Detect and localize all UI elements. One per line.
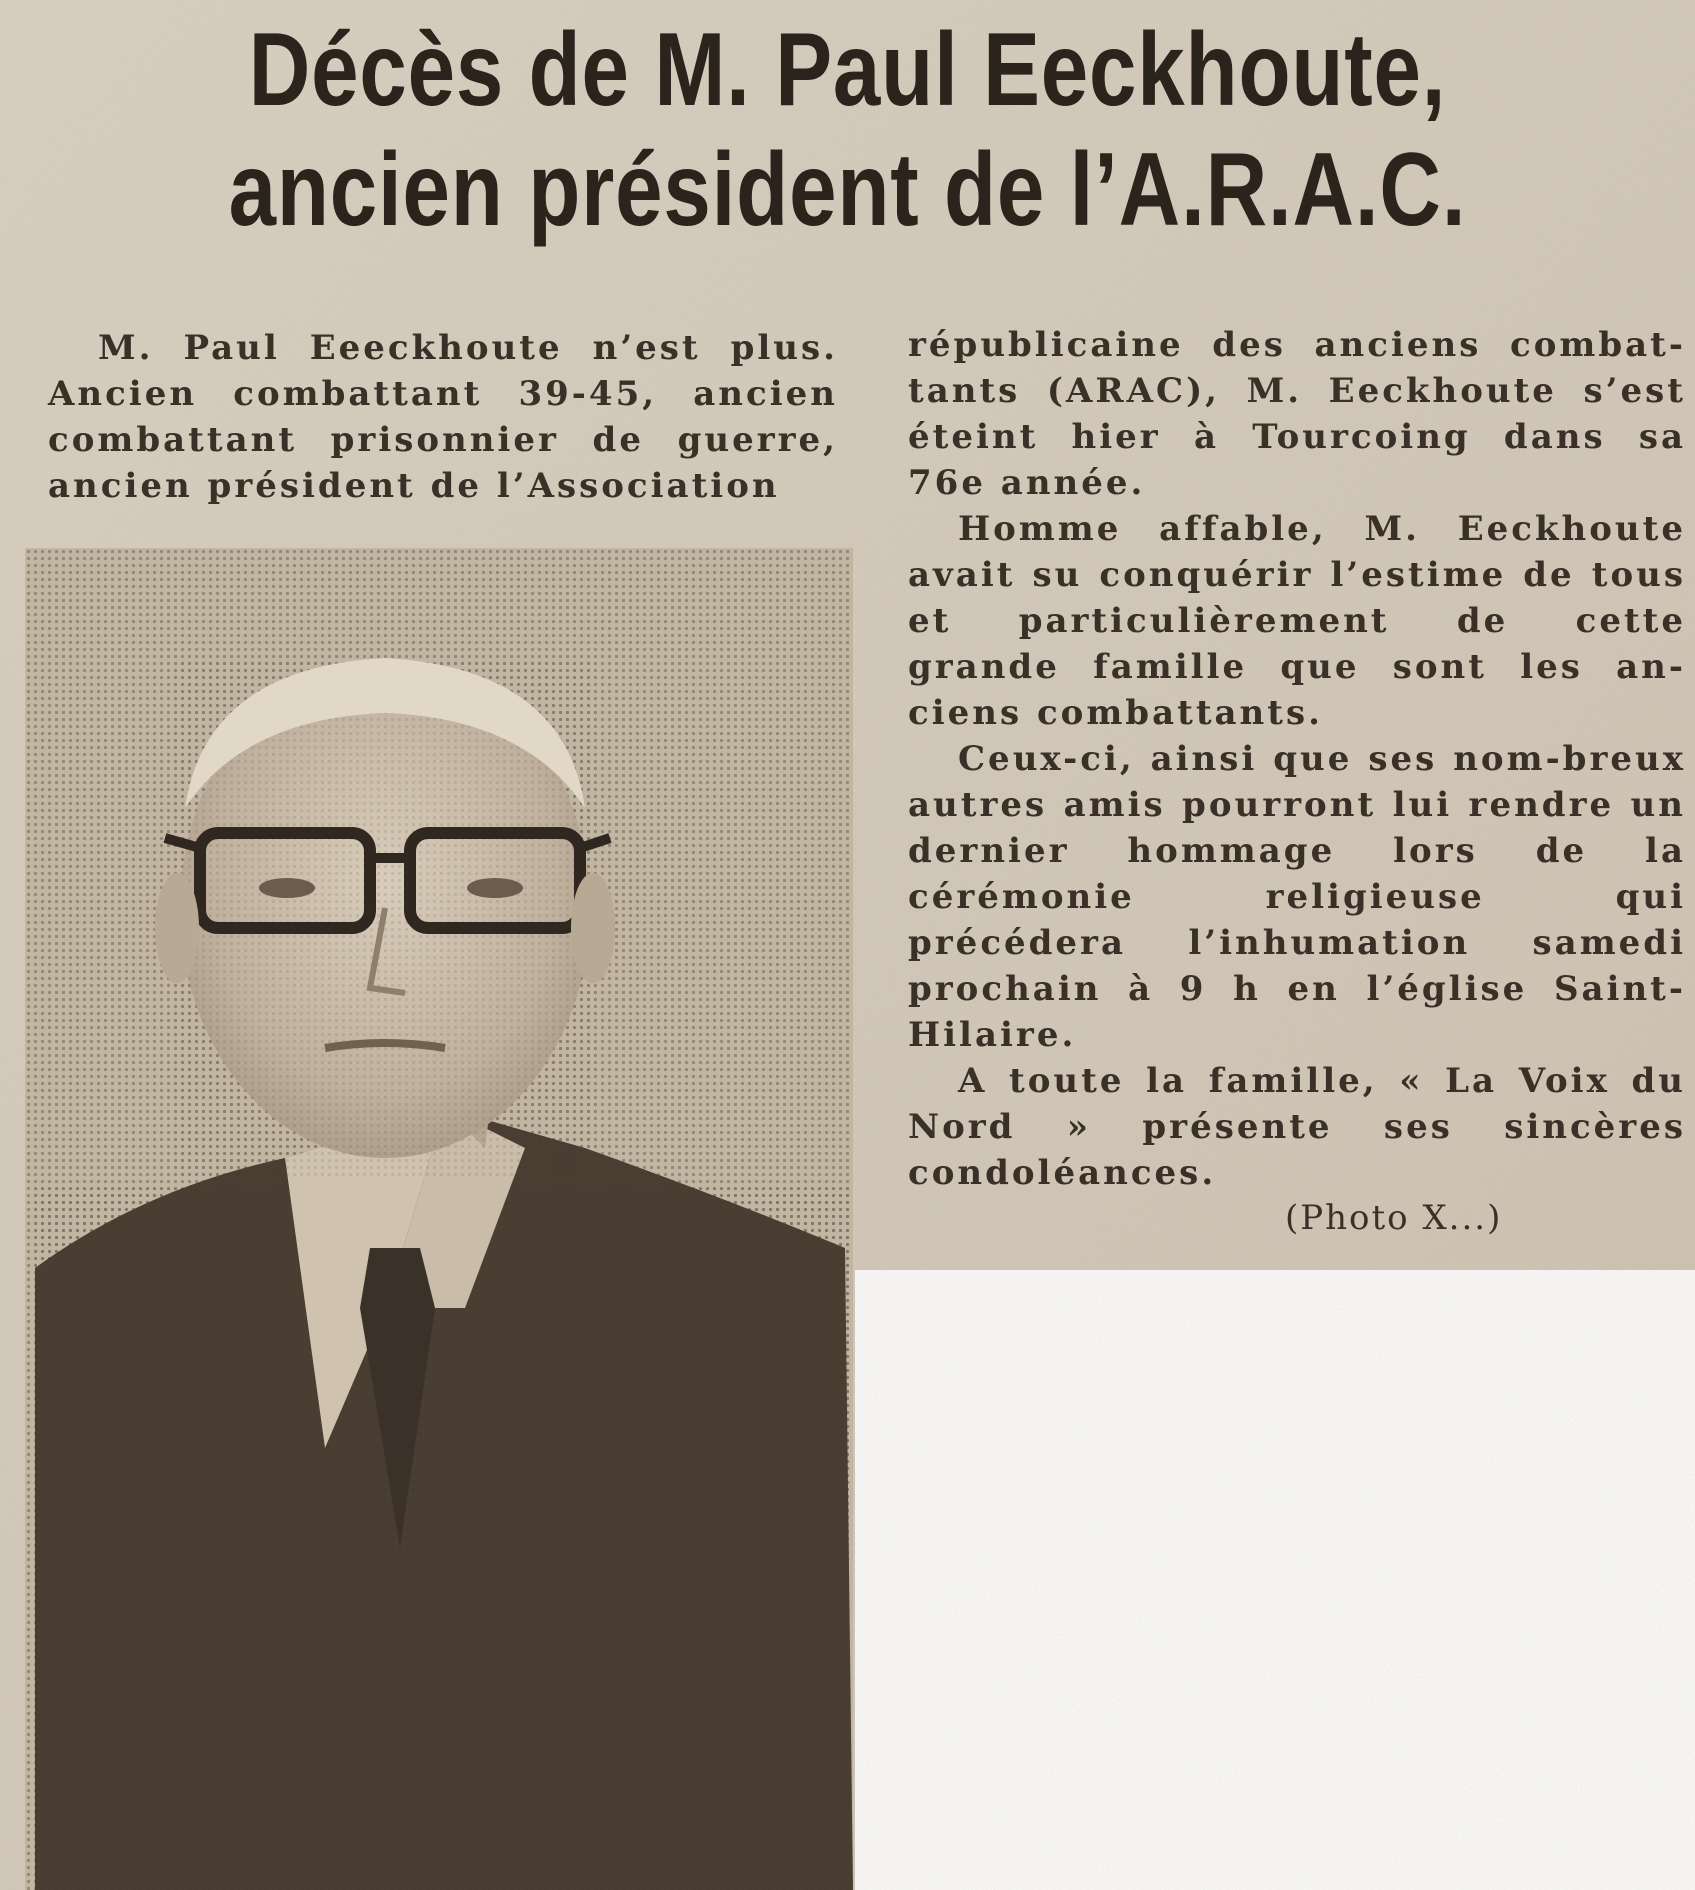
paragraph-continuation: républicaine des anciens combat-tants (ARAC), M. Eeckhoute s’est éteint hier à Tourcoing dans sa 76e année.: [908, 325, 1686, 503]
paragraph-condolences: A toute la famille, « La Voix du Nord » présente ses sincères condoléances.: [908, 1061, 1686, 1193]
paragraph-tribute: Homme affable, M. Eeckhoute avait su conquérir l’estime de tous et particulièrement de cette grande famille que sont les an-ciens combattants.: [908, 509, 1686, 733]
headline-line-1: Décès de M. Paul Eeckhoute,: [248, 12, 1447, 128]
paragraph-ceremony: Ceux-ci, ainsi que ses nom-breux autres amis pourront lui rendre un dernier hommage lors de la cérémonie religieuse qui précédera l’inhumation samedi prochain à 9 h en l’église Saint-Hilaire.: [908, 739, 1686, 1055]
lead-paragraph: M. Paul Eeeckhoute n’est plus. Ancien combattant 39-45, ancien combattant prisonnier de guerre, ancien président de l’Association: [48, 328, 838, 506]
portrait-image: [25, 548, 853, 1890]
left-column: [48, 325, 838, 509]
portrait-photo: [25, 548, 853, 1890]
headline-line-2: ancien président de l’A.R.A.C.: [228, 132, 1467, 248]
photo-credit: (Photo X...): [1285, 1198, 1503, 1238]
right-column: [908, 322, 1686, 1196]
headline: [153, 10, 1543, 250]
